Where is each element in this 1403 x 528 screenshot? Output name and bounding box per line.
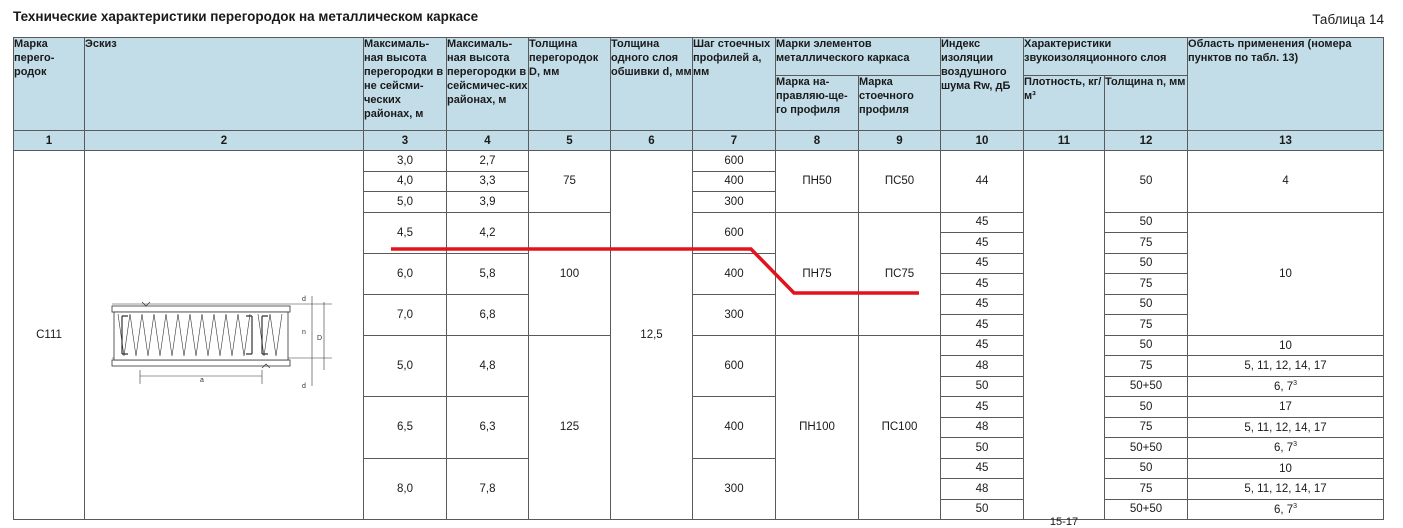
max-height-seismic-cell: 5,8 bbox=[447, 253, 529, 294]
application-footnote: 3 bbox=[1293, 441, 1298, 449]
thickness-cell: 125 bbox=[529, 335, 611, 520]
application-value: 10 bbox=[1279, 339, 1292, 352]
max-height-cell: 5,0 bbox=[364, 335, 447, 397]
col-number: 6 bbox=[611, 131, 693, 151]
rw-cell: 45 bbox=[941, 315, 1024, 336]
header-guide-profile: Марка на-правляю-ще-го профиля bbox=[776, 76, 859, 131]
layer-thickness-cell: 50 bbox=[1105, 151, 1188, 213]
header-application-area: Область применения (номера пунктов по табл. 13) bbox=[1188, 38, 1384, 131]
application-cell bbox=[1188, 397, 1384, 418]
density-value: 15-17 bbox=[1049, 516, 1079, 528]
max-height-cell: 7,0 bbox=[364, 294, 447, 335]
col-number: 12 bbox=[1105, 131, 1188, 151]
max-height-cell: 4,5 bbox=[364, 212, 447, 253]
application-cell bbox=[1188, 438, 1384, 459]
col-number: 13 bbox=[1188, 131, 1384, 151]
header-mark: Марка перего-родок bbox=[14, 38, 85, 131]
layer-thickness-cell: 75 bbox=[1105, 356, 1188, 377]
rw-cell: 45 bbox=[941, 397, 1024, 418]
max-height-cell: 4,0 bbox=[364, 171, 447, 192]
col-number: 7 bbox=[693, 131, 776, 151]
spec-table bbox=[13, 37, 1384, 528]
rw-cell: 48 bbox=[941, 479, 1024, 500]
guide-profile-cell: ПН75 bbox=[776, 212, 859, 335]
max-height-seismic-cell: 6,3 bbox=[447, 397, 529, 459]
application-footnote: 3 bbox=[1293, 502, 1298, 510]
layer-thickness-cell: 50 bbox=[1105, 335, 1188, 356]
max-height-seismic-cell: 4,2 bbox=[447, 212, 529, 253]
application-cell bbox=[1188, 356, 1384, 377]
layer-thickness-cell: 75 bbox=[1105, 479, 1188, 500]
rw-cell: 50 bbox=[941, 499, 1024, 520]
layer-thickness-cell: 75 bbox=[1105, 233, 1188, 254]
table-number: Таблица 14 bbox=[1312, 12, 1384, 27]
application-cell bbox=[1188, 479, 1384, 500]
header-sketch: Эскиз bbox=[85, 38, 364, 131]
dimension-label-n: n bbox=[302, 329, 306, 336]
sheath-thickness-cell: 12,5 bbox=[611, 151, 693, 520]
application-cell bbox=[1188, 417, 1384, 438]
layer-thickness-cell: 50+50 bbox=[1105, 438, 1188, 459]
rw-cell: 45 bbox=[941, 335, 1024, 356]
rw-cell: 45 bbox=[941, 233, 1024, 254]
stud-step-cell: 600 bbox=[693, 151, 776, 172]
stud-step-cell: 600 bbox=[693, 212, 776, 253]
thickness-cell: 100 bbox=[529, 212, 611, 335]
header-insulation-layer: Характеристики звукоизоляционного слоя bbox=[1024, 38, 1188, 76]
col-number: 9 bbox=[859, 131, 941, 151]
guide-profile-cell: ПН100 bbox=[776, 335, 859, 520]
rw-cell: 45 bbox=[941, 212, 1024, 233]
stud-profile-cell: ПС100 bbox=[859, 335, 941, 520]
layer-thickness-cell: 75 bbox=[1105, 417, 1188, 438]
layer-thickness-cell: 75 bbox=[1105, 315, 1188, 336]
rw-cell: 45 bbox=[941, 458, 1024, 479]
document-title: Технические характеристики перегородок на металлическом каркасе bbox=[13, 9, 479, 24]
max-height-seismic-cell: 3,9 bbox=[447, 192, 529, 213]
application-value: 5, 11, 12, 14, 17 bbox=[1244, 421, 1327, 434]
stud-profile-cell: ПС50 bbox=[859, 151, 941, 213]
stud-step-cell: 300 bbox=[693, 192, 776, 213]
application-cell bbox=[1188, 458, 1384, 479]
partition-sketch bbox=[112, 292, 337, 392]
rw-cell: 44 bbox=[941, 151, 1024, 213]
stud-step-cell: 300 bbox=[693, 294, 776, 335]
guide-profile-cell: ПН50 bbox=[776, 151, 859, 213]
application-footnote: 3 bbox=[1293, 379, 1298, 387]
stud-step-cell: 300 bbox=[693, 458, 776, 520]
header-density: Плотность, кг/м³ bbox=[1024, 76, 1105, 131]
max-height-seismic-cell: 4,8 bbox=[447, 335, 529, 397]
density-cell bbox=[1024, 151, 1105, 528]
max-height-cell: 5,0 bbox=[364, 192, 447, 213]
stud-step-cell: 400 bbox=[693, 253, 776, 294]
application-value: 17 bbox=[1279, 401, 1292, 414]
dimension-label-a: a bbox=[200, 377, 204, 384]
header-layer-thickness: Толщина n, мм bbox=[1105, 76, 1188, 131]
header-max-height: Максималь-ная высота перегородки в не сейсми-ческих районах, м bbox=[364, 38, 447, 131]
dimension-label-d: d bbox=[302, 383, 306, 390]
header-thickness: Толщина перегородок D, мм bbox=[529, 38, 611, 131]
layer-thickness-cell: 50 bbox=[1105, 294, 1188, 315]
application-cell bbox=[1188, 376, 1384, 397]
layer-thickness-cell: 50 bbox=[1105, 458, 1188, 479]
layer-thickness-cell: 50 bbox=[1105, 212, 1188, 233]
header-stud-step: Шаг стоечных профилей a, мм bbox=[693, 38, 776, 131]
header-frame-elements: Марки элементов металлического каркаса bbox=[776, 38, 941, 76]
header-max-height-seismic: Максималь-ная высота перегородки в сейсмичес-ких районах, м bbox=[447, 38, 529, 131]
application-value: 5, 11, 12, 14, 17 bbox=[1244, 483, 1327, 496]
thickness-cell: 75 bbox=[529, 151, 611, 213]
max-height-seismic-cell: 7,8 bbox=[447, 458, 529, 520]
header-stud-profile: Марка стоечного профиля bbox=[859, 76, 941, 131]
rw-cell: 50 bbox=[941, 376, 1024, 397]
sheathing-board-bottom bbox=[112, 360, 290, 366]
max-height-seismic-cell: 2,7 bbox=[447, 151, 529, 172]
layer-thickness-cell: 50 bbox=[1105, 397, 1188, 418]
header-rw-index: Индекс изоляции воздушного шума Rw, дБ bbox=[941, 38, 1024, 131]
layer-thickness-cell: 50+50 bbox=[1105, 376, 1188, 397]
application-cell bbox=[1188, 335, 1384, 356]
application-cell bbox=[1188, 499, 1384, 520]
application-value: 6, 7 bbox=[1273, 503, 1294, 516]
rw-cell: 45 bbox=[941, 253, 1024, 274]
max-height-cell: 6,5 bbox=[364, 397, 447, 459]
col-number: 8 bbox=[776, 131, 859, 151]
sheathing-board-top bbox=[112, 306, 290, 312]
max-height-cell: 6,0 bbox=[364, 253, 447, 294]
col-number: 3 bbox=[364, 131, 447, 151]
col-number: 1 bbox=[14, 131, 85, 151]
dimension-label-d: d bbox=[302, 296, 306, 303]
application-cell: 10 bbox=[1188, 212, 1384, 335]
application-value: 6, 7 bbox=[1273, 442, 1294, 455]
stud-step-cell: 400 bbox=[693, 171, 776, 192]
col-number: 11 bbox=[1024, 131, 1105, 151]
layer-thickness-cell: 50+50 bbox=[1105, 499, 1188, 520]
dimension-label-D: D bbox=[317, 335, 323, 342]
stud-profile-cell: ПС75 bbox=[859, 212, 941, 335]
layer-thickness-cell: 50 bbox=[1105, 253, 1188, 274]
col-number: 4 bbox=[447, 131, 529, 151]
application-value: 6, 7 bbox=[1273, 380, 1294, 393]
max-height-seismic-cell: 6,8 bbox=[447, 294, 529, 335]
stud-step-cell: 400 bbox=[693, 397, 776, 459]
application-value: 10 bbox=[1279, 462, 1292, 475]
col-number: 2 bbox=[85, 131, 364, 151]
max-height-cell: 3,0 bbox=[364, 151, 447, 172]
application-value: 5, 11, 12, 14, 17 bbox=[1244, 360, 1327, 373]
col-number: 10 bbox=[941, 131, 1024, 151]
rw-cell: 45 bbox=[941, 294, 1024, 315]
layer-thickness-cell: 75 bbox=[1105, 274, 1188, 295]
partition-mark: С111 bbox=[14, 151, 85, 520]
rw-cell: 50 bbox=[941, 438, 1024, 459]
rw-cell: 48 bbox=[941, 356, 1024, 377]
rw-cell: 48 bbox=[941, 417, 1024, 438]
col-number: 5 bbox=[529, 131, 611, 151]
header-sheath-thickness: Толщина одного слоя обшивки d, мм bbox=[611, 38, 693, 131]
rw-cell: 45 bbox=[941, 274, 1024, 295]
max-height-cell: 8,0 bbox=[364, 458, 447, 520]
application-cell: 4 bbox=[1188, 151, 1384, 213]
stud-step-cell: 600 bbox=[693, 335, 776, 397]
max-height-seismic-cell: 3,3 bbox=[447, 171, 529, 192]
